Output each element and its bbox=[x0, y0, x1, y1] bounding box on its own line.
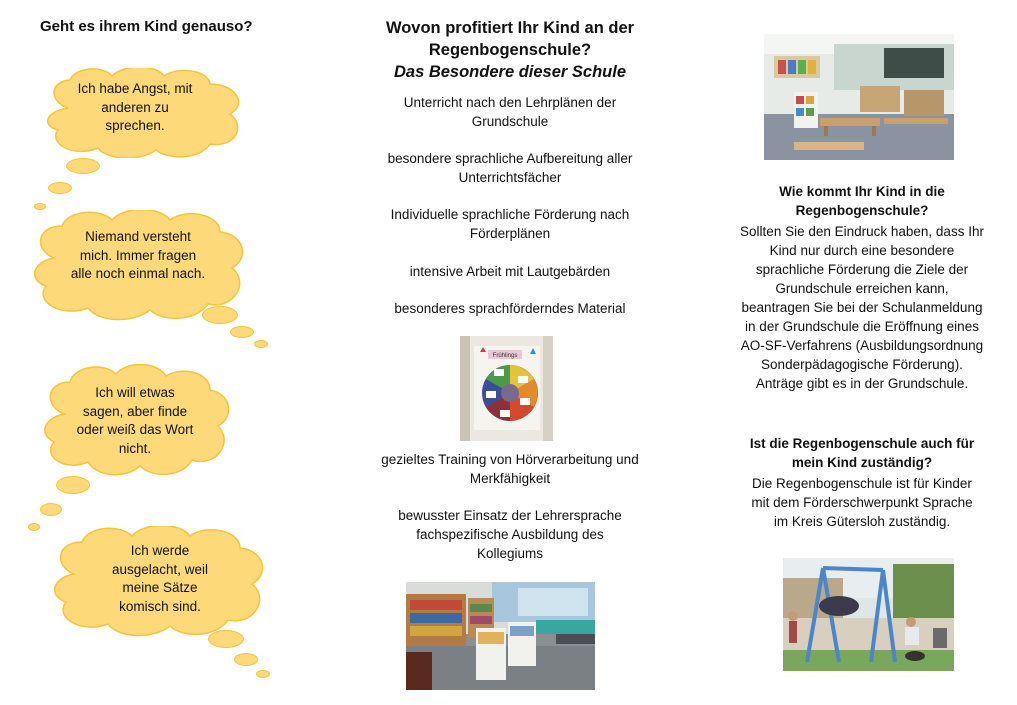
thought-bubble-4 bbox=[48, 526, 270, 638]
left-heading: Geht es ihrem Kind genauso? bbox=[40, 18, 253, 35]
bubble-dot bbox=[256, 670, 270, 678]
bubble-dot bbox=[48, 182, 72, 194]
cloud-text-4: Ich werde ausgelacht, weil meine Sätze komisch sind. bbox=[111, 543, 209, 614]
benefit-item: bewusster Einsatz der Lehrersprache fachspezifische Ausbildung des Kollegiums bbox=[398, 508, 622, 561]
classroom-photo bbox=[764, 34, 954, 160]
bubble-dot bbox=[40, 503, 62, 516]
bubble-dot bbox=[202, 306, 238, 324]
classroom-graphic bbox=[764, 34, 954, 160]
thought-bubble-1 bbox=[40, 68, 250, 158]
thought-bubble-3 bbox=[40, 364, 232, 478]
bubble-dot bbox=[28, 523, 40, 531]
enrolment-heading: Wie kommt Ihr Kind in die Regenbogenschule? bbox=[779, 184, 945, 218]
cloud-text-1: Ich habe Angst, mit anderen zu sprechen. bbox=[77, 81, 193, 133]
colour-wheel-photo bbox=[460, 336, 553, 441]
library-graphic bbox=[406, 582, 595, 690]
poster-label: Frühlings bbox=[492, 353, 518, 359]
enrolment-body: Sollten Sie den Eindruck haben, dass Ihr Kind nur durch eine besondere sprachliche Förderung die Ziele der Grundschule erreichen kann, beantragen Sie bei der Schulanmeldung in der Grundschule die Eröffnung eines AO-SF-Verfahrens (Ausbildungsordnung Sonderpädagogische Förderung). Anträge gibt es in der Grundschule. bbox=[740, 224, 984, 391]
middle-subheading: Das Besondere dieser Schule bbox=[393, 63, 626, 81]
bubble-dot bbox=[208, 630, 244, 648]
bubble-dot bbox=[56, 476, 90, 494]
benefit-item: besondere sprachliche Aufbereitung aller Unterrichtsfächer bbox=[387, 151, 633, 185]
library-photo bbox=[406, 582, 595, 690]
benefit-item: intensive Arbeit mit Lautgebärden bbox=[409, 264, 611, 279]
bubble-dot bbox=[254, 340, 268, 348]
bubble-dot bbox=[230, 326, 254, 338]
colour-wheel-graphic bbox=[460, 336, 553, 441]
playground-photo bbox=[783, 558, 954, 671]
benefit-item: gezieltes Training von Hörverarbeitung und Merkfähigkeit bbox=[381, 452, 639, 486]
responsibility-body: Die Regenbogenschule ist für Kinder mit dem Förderschwerpunkt Sprache im Kreis Gütersloh zuständig. bbox=[751, 476, 973, 529]
benefit-item: besonderes sprachförderndes Material bbox=[394, 301, 626, 316]
cloud-text-2: Niemand versteht mich. Immer fragen alle noch einmal nach. bbox=[70, 229, 206, 281]
responsibility-heading: Ist die Regenbogenschule auch für mein Kind zuständig? bbox=[749, 436, 975, 470]
bubble-dot bbox=[234, 653, 258, 666]
benefit-item: Unterricht nach den Lehrplänen der Grundschule bbox=[403, 95, 617, 129]
benefit-item: Individuelle sprachliche Förderung nach Förderplänen bbox=[390, 207, 630, 241]
bubble-dot bbox=[34, 203, 46, 210]
middle-heading: Wovon profitiert Ihr Kind an der Regenbogenschule? bbox=[385, 19, 635, 59]
cloud-text-3: Ich will etwas sagen, aber finde oder weiß das Wort nicht. bbox=[76, 385, 194, 456]
bubble-dot bbox=[66, 158, 100, 174]
playground-graphic bbox=[783, 558, 954, 671]
